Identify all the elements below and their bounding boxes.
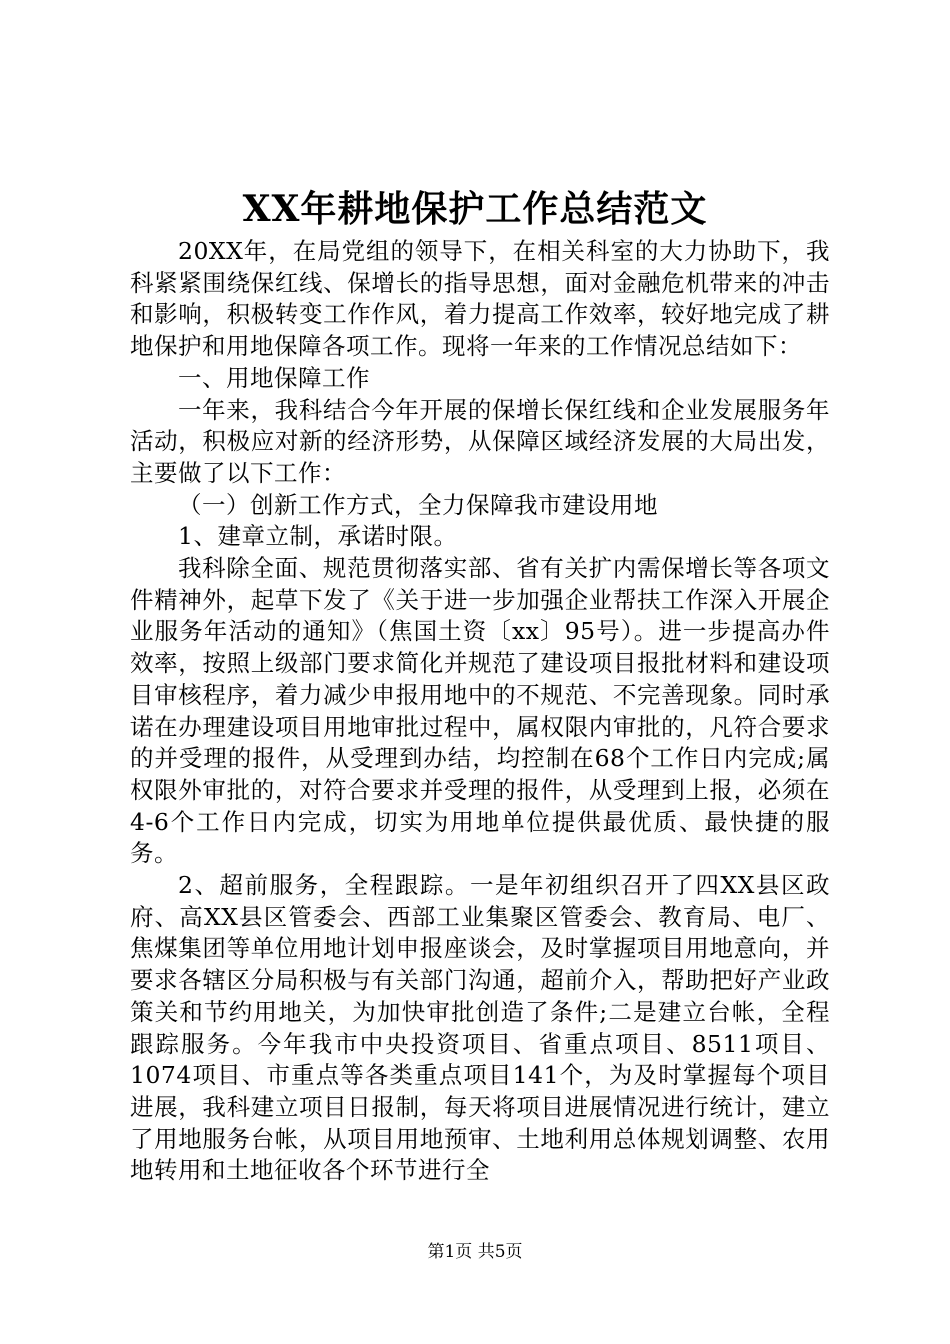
- subsection-heading-innovation: （一）创新工作方式，全力保障我市建设用地: [178, 490, 658, 519]
- section-heading-land-use: 一、用地保障工作: [178, 363, 370, 392]
- item-heading-rules: 1、建章立制，承诺时限。: [178, 522, 458, 551]
- paragraph-intro: 20XX年，在局党组的领导下，在相关科室的大力协助下，我科紧紧围绕保红线、保增长的指导思想，面对金融危机带来的冲击和影响，积极转变工作作风，着力提高工作效率，较好地完成了耕地保护和用地保障各项工作。现将一年来的工作情况总结如下：: [130, 237, 830, 361]
- paragraph-advance-service: 2、超前服务，全程跟踪。一是年初组织召开了四XX县区政府、高XX县区管委会、西部工业集聚区管委会、教育局、电厂、焦煤集团等单位用地计划申报座谈会，及时掌握项目用地意向，并要求各辖区分局积极与有关部门沟通，超前介入，帮助把好产业政策关和节约用地关，为加快审批创造了条件;二是建立台帐，全程跟踪服务。今年我市中央投资项目、省重点项目、8511项目、1074项目、市重点等各类重点项目141个，为及时掌握每个项目进展，我科建立项目日报制，每天将项目进展情况进行统计，建立了用地服务台帐，从项目用地预审、土地利用总体规划调整、农用地转用和土地征收各个环节进行全: [130, 871, 830, 1185]
- page-footer: 第1页 共5页: [427, 1242, 523, 1262]
- document-title: XX年耕地保护工作总结范文: [242, 188, 708, 230]
- paragraph-overview: 一年来，我科结合今年开展的保增长保红线和企业发展服务年活动，积极应对新的经济形势，从保障区域经济发展的大局出发，主要做了以下工作：: [130, 395, 830, 487]
- paragraph-rules-detail: 我科除全面、规范贯彻落实部、省有关扩内需保增长等各项文件精神外，起草下发了《关于进一步加强企业帮扶工作深入开展企业服务年活动的通知》（焦国土资〔xx〕95号）。进一步提高办件效率，按照上级部门要求简化并规范了建设项目报批材料和建设项目审核程序，着力减少申报用地中的不规范、不完善现象。同时承诺在办理建设项目用地审批过程中，属权限内审批的，凡符合要求的并受理的报件，从受理到办结，均控制在68个工作日内完成;属权限外审批的，对符合要求并受理的报件，从受理到上报，必须在4-6个工作日内完成，切实为用地单位提供最优质、最快捷的服务。: [130, 554, 830, 868]
- document-body: [130, 236, 830, 1187]
